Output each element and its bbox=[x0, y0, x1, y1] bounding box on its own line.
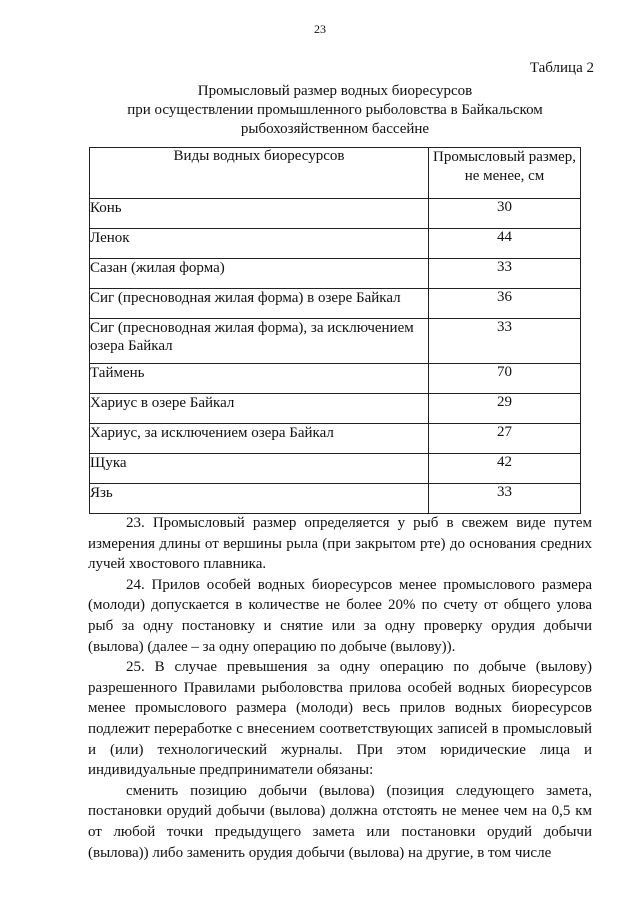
min-size: 33 bbox=[429, 484, 581, 514]
table-title-line: при осуществлении промышленного рыболовства в Байкальском bbox=[127, 102, 543, 118]
table-title-line: рыбохозяйственном бассейне bbox=[240, 121, 430, 137]
min-size: 29 bbox=[429, 394, 581, 424]
species-name: Ленок bbox=[90, 229, 429, 259]
table-row bbox=[90, 364, 581, 394]
min-size: 33 bbox=[429, 259, 581, 289]
table-header-row bbox=[90, 148, 581, 199]
min-size: 36 bbox=[429, 289, 581, 319]
species-name: Конь bbox=[90, 199, 429, 229]
species-name: Таймень bbox=[90, 364, 429, 394]
min-size: 33 bbox=[429, 319, 581, 364]
table-row bbox=[90, 229, 581, 259]
min-size: 44 bbox=[429, 229, 581, 259]
paragraph-23: 23. Промысловый размер определяется у рыб в свежем виде путем измерения длины от вершины рыла (при закрытом рте) до основания средних лучей хвостового плавника. bbox=[88, 515, 592, 573]
table-row bbox=[90, 454, 581, 484]
species-name: Хариус, за исключением озера Байкал bbox=[90, 424, 429, 454]
species-name: Щука bbox=[90, 454, 429, 484]
species-name: Язь bbox=[90, 484, 429, 514]
species-name: Сазан (жилая форма) bbox=[90, 259, 429, 289]
table-row bbox=[90, 259, 581, 289]
paragraph-25: 25. В случае превышения за одну операцию по добыче (вылову) разрешенного Правилами рыболовства прилова особей водных биоресурсов менее промыслового размера (молоди) весь прилов водных биоресурсов подлежит переработке с внесением соответствующих записей в промысловый и (или) технологический журналы. При этом юридические лица и индивидуальные предприниматели обязаны: bbox=[88, 659, 592, 779]
table-row bbox=[90, 424, 581, 454]
min-size: 27 bbox=[429, 424, 581, 454]
species-name: Сиг (пресноводная жилая форма) в озере Байкал bbox=[90, 289, 429, 319]
header-min-size: Промысловый размер, не менее, см bbox=[429, 148, 581, 199]
page-number: 23 bbox=[314, 22, 326, 36]
table-row bbox=[90, 319, 581, 364]
table-label: Таблица 2 bbox=[529, 60, 594, 76]
min-size: 42 bbox=[429, 454, 581, 484]
paragraph-25-item: сменить позицию добычи (вылова) (позиция следующего замета, постановки орудий добычи (вылова) должна отстоять не менее чем на 0,5 км от любой точки предыдущего замета или постановки орудий добычи (вылова)) либо заменить орудия добычи (вылова) на другие, в том числе bbox=[88, 782, 592, 861]
header-species: Виды водных биоресурсов bbox=[90, 148, 429, 199]
species-name: Сиг (пресноводная жилая форма), за исключением озера Байкал bbox=[90, 319, 429, 364]
table-row bbox=[90, 199, 581, 229]
min-size: 30 bbox=[429, 199, 581, 229]
table-title bbox=[90, 82, 580, 139]
min-size: 70 bbox=[429, 364, 581, 394]
table-row bbox=[90, 484, 581, 514]
paragraph-24: 24. Прилов особей водных биоресурсов менее промыслового размера (молоди) допускается в количестве не более 20% по счету от общего улова рыб за одну постановку и снятие или за одну проверку орудия добычи (вылова) (далее – за одну операцию по добыче (вылову)). bbox=[88, 576, 592, 655]
table-title-line: Промысловый размер водных биоресурсов bbox=[197, 83, 473, 99]
body-text bbox=[88, 513, 592, 863]
catch-size-table bbox=[89, 147, 581, 514]
species-name: Хариус в озере Байкал bbox=[90, 394, 429, 424]
table-row bbox=[90, 394, 581, 424]
table-row bbox=[90, 289, 581, 319]
